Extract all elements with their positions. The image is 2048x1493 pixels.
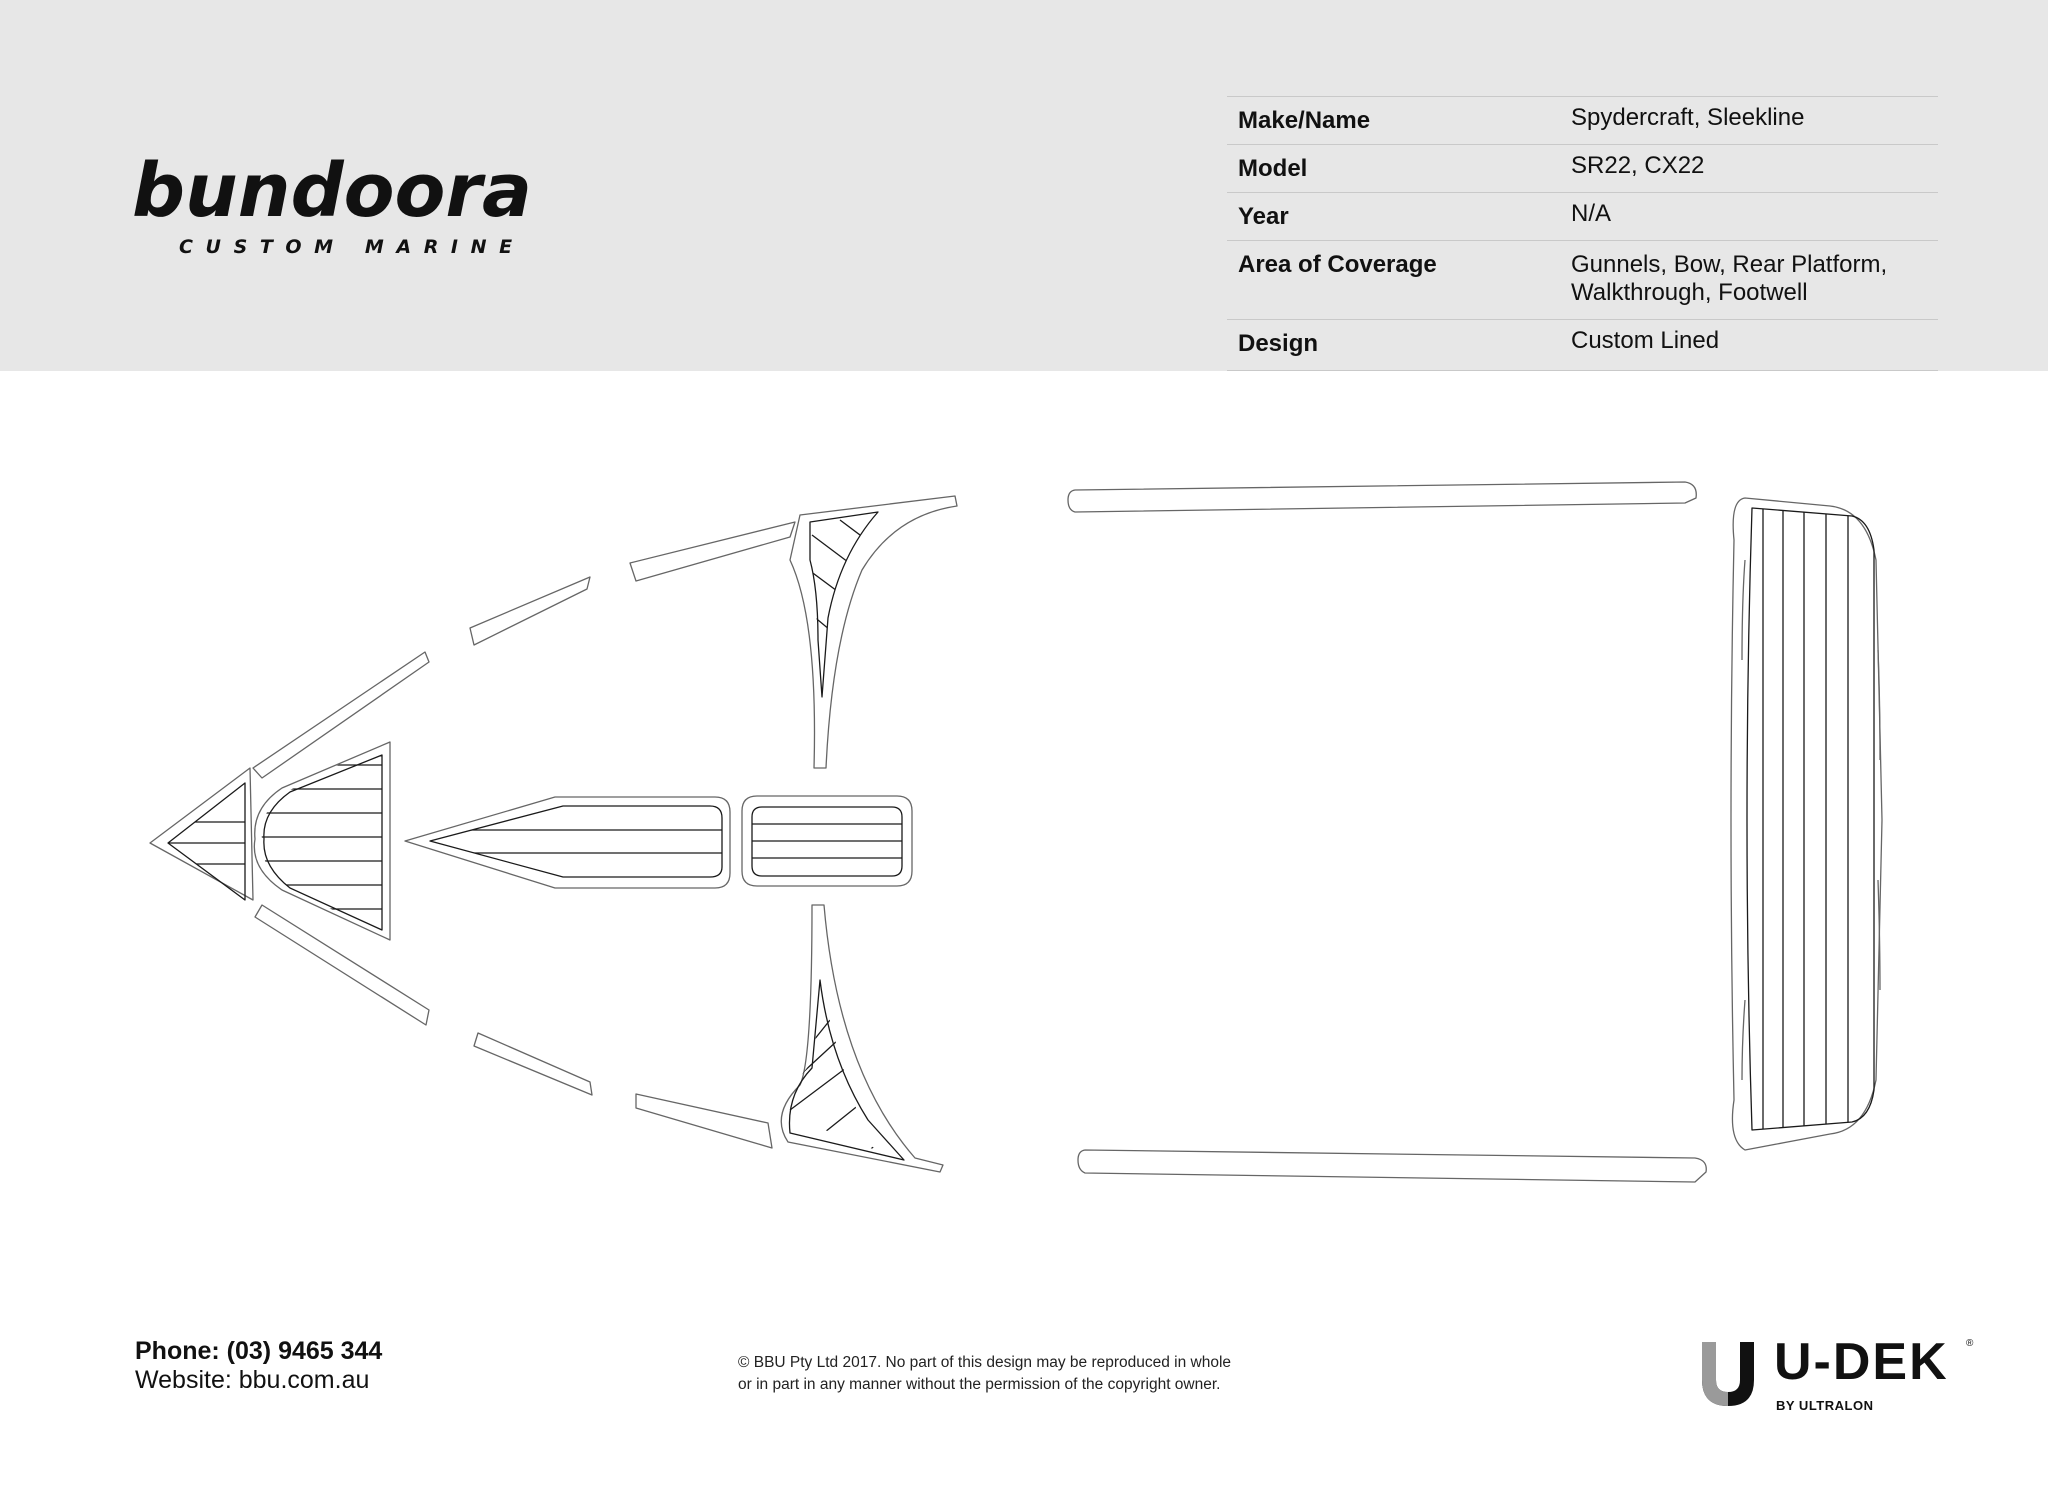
side-gunnel-lower [1078,1150,1706,1182]
bow-tip-pad [150,768,260,900]
spec-value: SR22, CX22 [1571,145,1938,193]
udek-u-icon [1698,1336,1758,1408]
udek-byline: BY ULTRALON [1776,1398,1874,1413]
copyright-notice [738,1352,1338,1396]
spec-label: Design [1227,320,1571,371]
spec-label: Area of Coverage [1227,241,1571,320]
logo-wordmark [132,156,552,236]
spec-value: N/A [1571,193,1938,241]
udek-wordmark: U-DEK [1774,1333,1949,1391]
spec-value: Spydercraft, Sleekline [1571,97,1938,145]
spec-row-model [1227,145,1938,193]
upper-corner-pad [790,496,957,768]
spec-row-year [1227,193,1938,241]
spec-label: Make/Name [1227,97,1571,145]
copyright-line: © BBU Pty Ltd 2017. No part of this design may be reproduced in whole [738,1354,1232,1371]
walkthrough-arrow-pad [405,797,730,888]
spec-label: Model [1227,145,1571,193]
spec-value: Gunnels, Bow, Rear Platform, Walkthrough, Footwell [1571,241,1938,320]
spec-table [1227,96,1938,371]
udek-logo [1698,1333,1978,1416]
lower-corner-pad [781,905,943,1172]
header-band [0,0,2048,371]
copyright-line: or in part in any manner without the permission of the copyright owner. [738,1376,1221,1393]
spec-label: Year [1227,193,1571,241]
footer-phone: Phone: (03) 9465 344 [135,1337,383,1365]
rear-platform-pad [1731,498,1882,1150]
deck-layout-drawing [0,371,2048,1311]
bow-footwell-pad [254,742,395,940]
udek-registered-mark: ® [1966,1338,1974,1349]
spec-row-design [1227,320,1938,371]
side-gunnel-upper [1068,482,1696,512]
logo-text: bundoora [132,156,532,234]
gunnel-segments-upper [253,522,795,778]
footer-website: Website: bbu.com.au [135,1366,370,1394]
spec-value: Custom Lined [1571,320,1938,371]
gunnel-segments-lower [255,905,772,1148]
logo-tagline: CUSTOM MARINE [179,236,525,258]
walkthrough-rect-pad [742,796,912,886]
spec-row-coverage [1227,241,1938,320]
spec-row-make [1227,97,1938,145]
bundoora-logo [132,156,552,266]
